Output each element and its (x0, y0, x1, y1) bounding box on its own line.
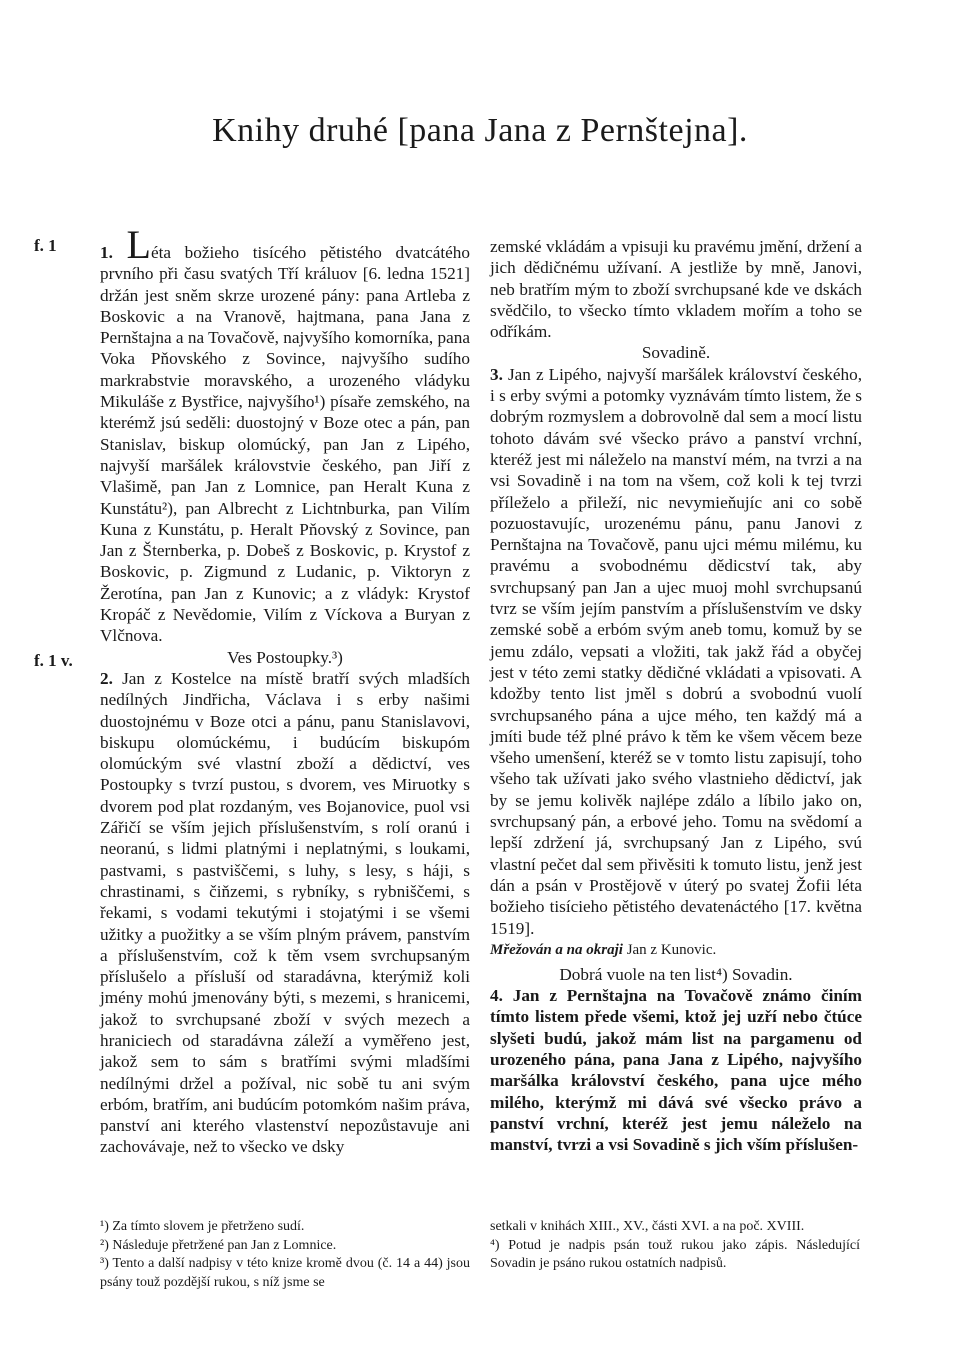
footnote-3: ³) Tento a další nadpisy v této knize kromě dvou (č. 14 a 44) jsou psány touž pozdější rukou, s níž jsme se (100, 1256, 470, 1290)
entry-text: Jan z Pernštajna na Tovačově známo činím tímto listem přede všemi, ktož jej uzří nebo čtúce slyšeti budú, jakož mám list na pargamenu od urozeného pána, pana Jana z Lipého, najvyšího maršálka království českého, pana ujce mého milého, kterýmž mi dává své všecko právo a panství vrchní, kteréž jest jemu náleželo na manství, tvrzi a vsi Sovadině s jich vším příslušen- (490, 986, 863, 1155)
drop-initial: L (126, 222, 151, 267)
right-column (490, 236, 862, 1155)
left-column (100, 222, 470, 1158)
entry-text: Jan z Kostelce na místě bratří svých mladších nedílných Jindřicha, Václava i s erby našimi duostojnému v Boze otci a pánu, panu Stanislavovi, biskupu olomúckému, i budúcím biskupóm olomúckým své vlastní zboží a dědictví, ves Postoupky s tvrzí pustou, s dvorem, ves Miruotky s dvorem pod plat rozdaným, ves Bojanovice, puol vsi Zářičí se vším jejich příslušenstvím, s rolí oranú i neoranú, s lidmi platnými i neplatnými, s loukami, pastvami, s pastviščemi, s luhy, s lesy, s háji, s chrastinami, s čiňzemi, s rybníky, s rybniščemi, s řekami, s vodami tekutými i stojatými i se všemi užitky a puožitky a se vším plným právem, panstvím a příslušenstvím, což k těm vsem svrchupsaným příslušelo a přísluší od staradávna, kterýmiž koli jmény mohú jmenovány býti, s mezemi, s hranicemi, jakož to svrchupsané zboží v svých mezech a hraniciech od staradávna záleží a vyměřeno jest, jakož sem to sám s bratřími svými mladšími nedílnými držel a požíval, nic sobě tu ani svým erbóm, bratřím, ani budúcím potomkóm našim práva, panství ani kterého vlastenství nepozůstavuje ani zachovávaje, než to všecko ve dsky (100, 668, 470, 1157)
footnote-3-continuation: setkali v knihách XIII., XV., části XVI. a na poč. XVIII. (490, 1219, 805, 1234)
entry-2 (100, 668, 470, 1158)
page-title: Knihy druhé [pana Jana z Pernštejna]. (212, 112, 748, 149)
footnote-4: ⁴) Potud je nadpis psán touž rukou jako zápis. Následující Sovadin je psáno rukou ostatních nadpisů. (490, 1237, 860, 1271)
seal-note (490, 941, 862, 960)
entry-text: Jan z Lipého, najvyší maršálek království českého, i s erby svými a potomky vyznávám tímto listem, že s dobrým rozmyslem a dobrovolně dal sem a mocí listu tohoto dávám své všecko právo a panství vrchní, kteréž jest mi náleželo na manství mém, na tvrzi a na vsi Sovadině i na tom na všem, což koli k tej tvrzi příleželo a přileží, nic nevymieňujíc ani co sobě pozuostavujíc, urozenému pánu, panu Janovi z Pernštajna na Tovačově, panu ujci mému milému, ku pravému a svobodnému dědicství tak, aby svrchupsaný pan Jan a ujec muoj mohl svrchupsanú tvrz se vším jejím panstvím a příslušenstvím ve dsky zemské sobě a erbóm svým aneb tomu, komuž by se jemu zdálo, vepsati a vložiti, tak jakž řád a obyčej jest v této zemi statky dědičné vkládati a vpisovati. A kdožby tento list jměl s dobrú a svobodnú vuolí svrchupsaného pána a ujce mého, ten každý má a jmíti bude též plné právo k těm ke všem věcem beze všeho umenšení, kteréž se v tomto listu zapisují, toho všeho tak užívati jako svého vlastnieho dědictví, jak by se jemu kolivěk najlépe zdálo a líbilo jako on, svrchupsaný pán, a erbové jeho. Tomu na svědomí a lepší zdržení já, svrchupsaný Jan z Lipého, svú vlastní pečet dal sem přivěsiti k tomuto listu, jenž jest dán a psán v Prostějově v úterý po svatej Žofii léta božieho tisícieho pětistého devatenáctého [17. května 1519]. (490, 364, 862, 938)
section-heading: Sovadině. (641, 343, 711, 363)
entry-4 (490, 985, 862, 1155)
section-heading: Ves Postoupky.³) (227, 647, 343, 667)
entry-text: éta božieho tisícého pětistého dvatcátého prvního při času svatých Tří králuov [6. ledna 1521] držán jest sněm skrze urozené pány: pana Artleba z Boskovic a na Vranově, hajtmana, pana Jana z Pernštajna a na Tovačově, najvyšího komorníka, pana Voka Pňovského z Sovince, najvyšího sudího markrabstvie moravského, a urozeného vládyku Mikuláše z Bystřice, najvyšího¹) písaře zemského, na kterémž jsú seděli: duostojný v Boze otec a pán, pan Stanislav, biskup olomúcký, pan Jan z Lipého, najvyší maršálek královstvie českého, pan Jiří z Vlašimě, pan Jan z Lomnice, pan Heralt Kuna z Kunstátu²), pan Albrecht z Lichtnburka, pan Vilím Kuna z Kunstátu, p. Heralt Pňovský z Sovince, pan Jan z Šternberka, p. Dobeš z Boskovic, p. Krystof z Boskovic, p. Zigmund z Ludanic, p. Viktoryn z Žerotína, pan Jan z Kunovic; a z vládyk: Krystof Kropáč z Nevědomie, Vilím z Víckova a Buryan z Vlčnova. (100, 243, 470, 646)
entry-number: 4. (490, 986, 503, 1006)
footnote-1: ¹) Za tímto slovem je přetrženo sudí. (100, 1219, 305, 1234)
folio-note-1v: f. 1 v. (34, 651, 73, 670)
section-heading: Dobrá vuole na ten list⁴) Sovadin. (559, 964, 793, 984)
footnotes-right (490, 1218, 860, 1274)
folio-note-1: f. 1 (34, 236, 57, 255)
entry-1 (100, 222, 470, 647)
footnote-2: ²) Následuje přetržené pan Jan z Lomnice. (100, 1237, 337, 1253)
entry-number: 3. (490, 364, 503, 384)
entry-3 (490, 364, 862, 939)
footnotes-left (100, 1218, 470, 1292)
entry-number: 1. (100, 243, 113, 262)
seal-note-name: Jan z Kunovic. (626, 941, 717, 958)
entry-number: 2. (100, 668, 113, 688)
entry-2-continuation: zemské vkládám a vpisuji ku pravému jmění, držení a jich dědičnému užívaní. A jestliže by mně, Janovi, neb bratřím mým to zboží svrchupsané kde ve dskách svědčilo, to všecko tímto vkladem mořím a toho se odříkám. (490, 237, 862, 342)
seal-note-italic: Mřežován a na okraji (490, 941, 623, 958)
